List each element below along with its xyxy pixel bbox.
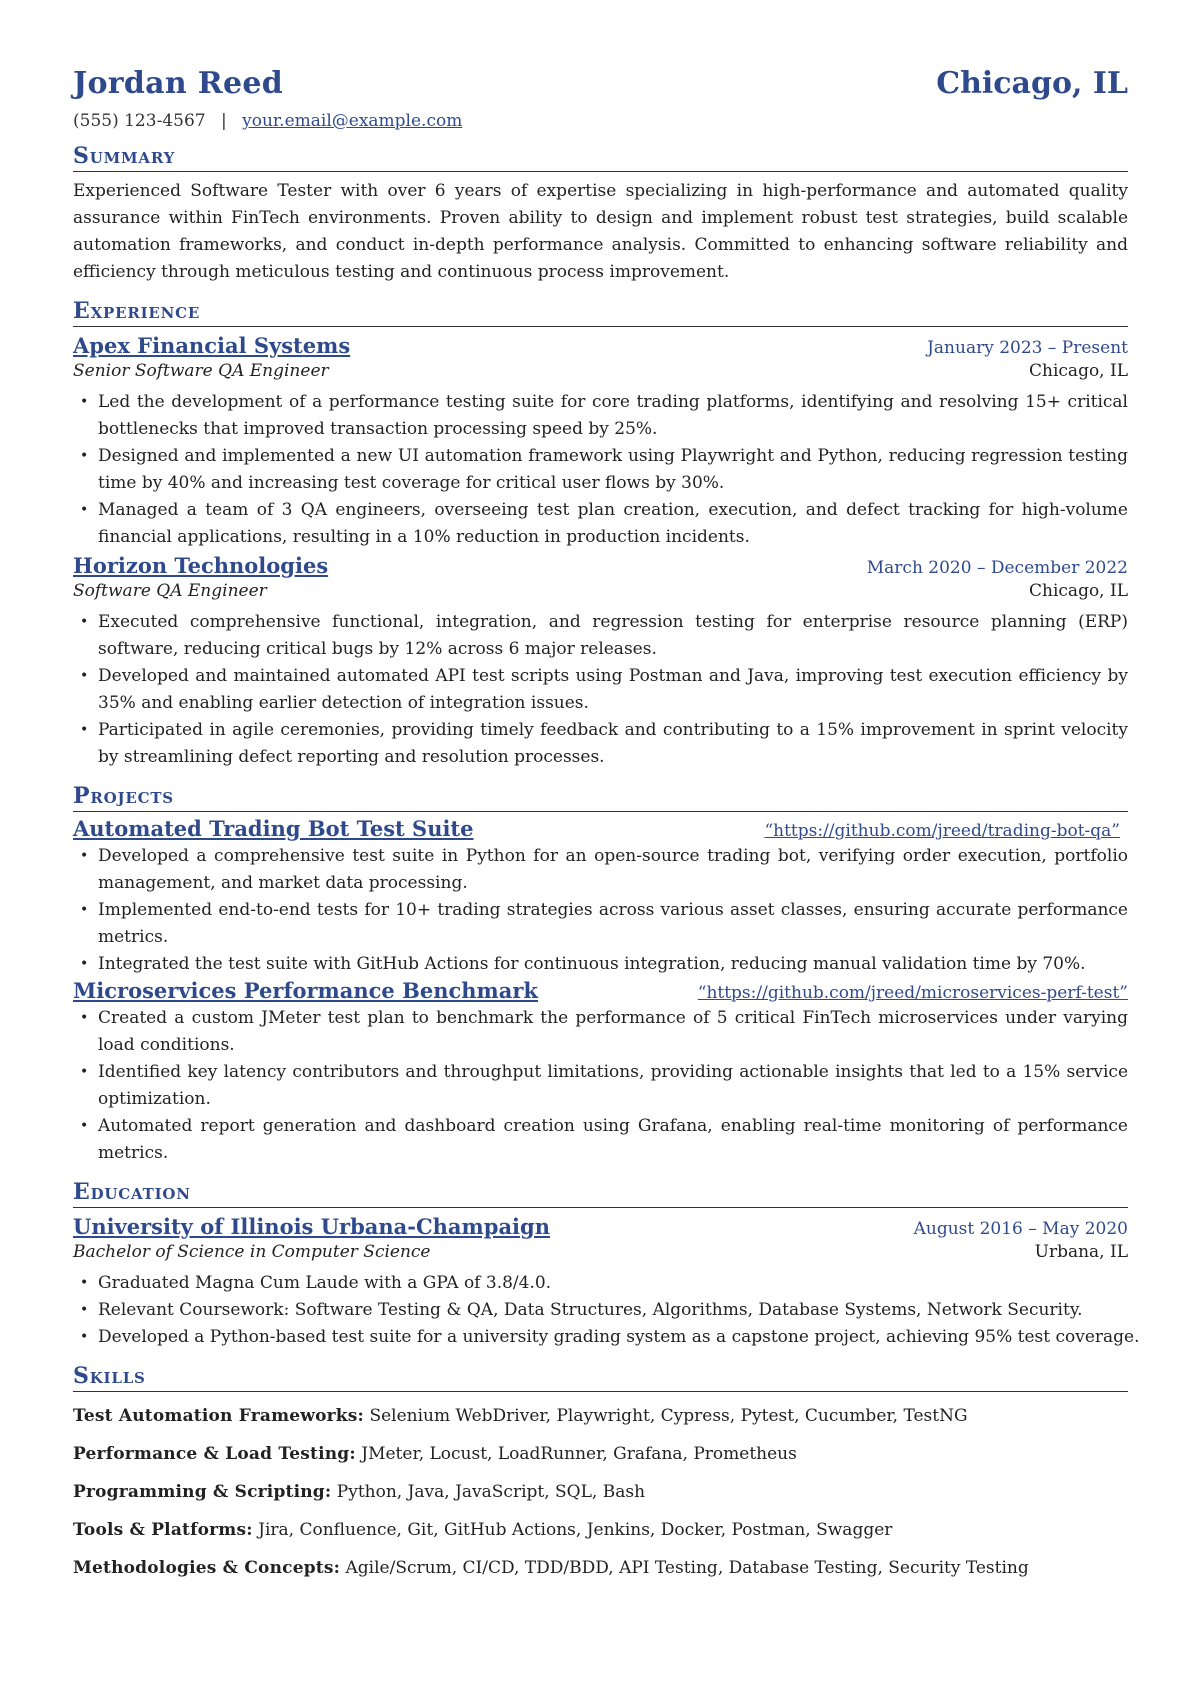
- candidate-name: Jordan Reed: [73, 66, 284, 101]
- skill-value: Selenium WebDriver, Playwright, Cypress, Pytest, Cucumber, TestNG: [369, 1406, 968, 1426]
- section-title-skills: Skills: [73, 1361, 1128, 1392]
- list-item: • Developed and maintained automated API test scripts using Postman and Java, improving test execution efficiency by 35% and enabling earlier detection of integration issues.: [98, 663, 1128, 717]
- skill-row: [73, 1441, 1128, 1468]
- skill-row: [73, 1555, 1128, 1582]
- list-item: • Created a custom JMeter test plan to benchmark the performance of 5 critical FinTech microservices under varying load conditions.: [98, 1005, 1128, 1059]
- summary-text: Experienced Software Tester with over 6 years of expertise specializing in high-performance and automated quality assurance within FinTech environments. Proven ability to design and implement robust test strategies, build scalable automation frameworks, and conduct in-depth performance analysis. Committed to enhancing software reliability and efficiency through meticulous testing and continuous process improvement.: [73, 181, 1128, 282]
- project-bullets: [73, 1005, 1128, 1167]
- skill-value: Python, Java, JavaScript, SQL, Bash: [336, 1482, 646, 1502]
- company-name[interactable]: Apex Financial Systems: [73, 333, 351, 358]
- email-link[interactable]: your.email@example.com: [242, 111, 463, 131]
- skill-row: [73, 1517, 1128, 1544]
- list-item: • Relevant Coursework: Software Testing & QA, Data Structures, Algorithms, Database Systems, Network Security.: [98, 1297, 1128, 1324]
- job-location: Chicago, IL: [1029, 581, 1128, 601]
- job-dates: January 2023 – Present: [927, 338, 1128, 358]
- job-role: Senior Software QA Engineer: [73, 361, 329, 381]
- job-role: Software QA Engineer: [73, 581, 267, 601]
- skill-label: Programming & Scripting:: [73, 1482, 332, 1502]
- skills-section: [73, 1361, 1128, 1582]
- project-name[interactable]: Automated Trading Bot Test Suite: [73, 816, 474, 841]
- skill-row: [73, 1479, 1128, 1506]
- list-item: • Identified key latency contributors and throughput limitations, providing actionable insights that led to a 15% service optimization.: [98, 1059, 1128, 1113]
- job-entry: [73, 553, 1128, 771]
- job-entry: [73, 333, 1128, 551]
- education-section: [73, 1177, 1140, 1351]
- project-link[interactable]: “https://github.com/jreed/microservices-perf-test”: [697, 983, 1128, 1003]
- section-title-experience: Experience: [73, 296, 1128, 327]
- list-item: • Managed a team of 3 QA engineers, overseeing test plan creation, execution, and defect tracking for high-volume financial applications, resulting in a 10% reduction in production incidents.: [98, 497, 1128, 551]
- section-title-projects: Projects: [73, 781, 1128, 812]
- list-item: • Automated report generation and dashboard creation using Grafana, enabling real-time monitoring of performance metrics.: [98, 1113, 1128, 1167]
- project-bullets: [73, 843, 1128, 978]
- degree: Bachelor of Science in Computer Science: [73, 1242, 431, 1262]
- candidate-location: Chicago, IL: [936, 66, 1128, 101]
- education-bullets: [73, 1270, 1140, 1351]
- job-bullets: [73, 609, 1128, 771]
- skill-row: [73, 1403, 1128, 1430]
- projects-section: [73, 781, 1128, 1167]
- list-item: • Led the development of a performance testing suite for core trading platforms, identifying and resolving 15+ critical bottlenecks that improved transaction processing speed by 25%.: [98, 389, 1128, 443]
- job-dates: March 2020 – December 2022: [866, 558, 1128, 578]
- experience-section: [73, 296, 1128, 771]
- school-name[interactable]: University of Illinois Urbana-Champaign: [73, 1214, 550, 1239]
- list-item: • Participated in agile ceremonies, providing timely feedback and contributing to a 15% improvement in sprint velocity by streamlining defect reporting and resolution processes.: [98, 717, 1128, 771]
- list-item: • Designed and implemented a new UI automation framework using Playwright and Python, reducing regression testing time by 40% and increasing test coverage for critical user flows by 30%.: [98, 443, 1128, 497]
- resume-header: [73, 66, 1128, 101]
- skill-label: Performance & Load Testing:: [73, 1444, 356, 1464]
- list-item: • Integrated the test suite with GitHub Actions for continuous integration, reducing manual validation time by 70%.: [98, 951, 1128, 978]
- summary-section: [73, 141, 1128, 286]
- list-item: • Developed a Python-based test suite for a university grading system as a capstone project, achieving 95% test coverage.: [98, 1324, 1128, 1351]
- list-item: • Developed a comprehensive test suite in Python for an open-source trading bot, verifying order execution, portfolio management, and market data processing.: [98, 843, 1128, 897]
- project-entry: [73, 978, 1128, 1167]
- list-item: • Executed comprehensive functional, integration, and regression testing for enterprise resource planning (ERP) software, reducing critical bugs by 12% across 6 major releases.: [98, 609, 1128, 663]
- skill-label: Tools & Platforms:: [73, 1520, 253, 1540]
- education-location: Urbana, IL: [1034, 1242, 1128, 1262]
- list-item: • Graduated Magna Cum Laude with a GPA of 3.8/4.0.: [98, 1270, 1128, 1297]
- skill-value: Agile/Scrum, CI/CD, TDD/BDD, API Testing, Database Testing, Security Testing: [345, 1558, 1029, 1578]
- section-title-summary: Summary: [73, 141, 1128, 172]
- list-item: • Implemented end-to-end tests for 10+ trading strategies across various asset classes, ensuring accurate performance metrics.: [98, 897, 1128, 951]
- project-link[interactable]: “https://github.com/jreed/trading-bot-qa”: [764, 821, 1120, 841]
- phone-number: (555) 123-4567: [73, 111, 206, 131]
- contact-line: [73, 111, 1128, 131]
- skill-value: JMeter, Locust, LoadRunner, Grafana, Prometheus: [361, 1444, 797, 1464]
- skill-label: Methodologies & Concepts:: [73, 1558, 341, 1578]
- job-location: Chicago, IL: [1029, 361, 1128, 381]
- contact-separator: |: [220, 111, 227, 131]
- skill-value: Jira, Confluence, Git, GitHub Actions, Jenkins, Docker, Postman, Swagger: [258, 1520, 893, 1540]
- company-name[interactable]: Horizon Technologies: [73, 553, 329, 578]
- section-title-education: Education: [73, 1177, 1128, 1208]
- skill-label: Test Automation Frameworks:: [73, 1406, 365, 1426]
- project-entry: [73, 816, 1128, 978]
- project-name[interactable]: Microservices Performance Benchmark: [73, 978, 538, 1003]
- job-bullets: [73, 389, 1128, 551]
- education-dates: August 2016 – May 2020: [913, 1219, 1128, 1239]
- resume-content: [73, 66, 1140, 1582]
